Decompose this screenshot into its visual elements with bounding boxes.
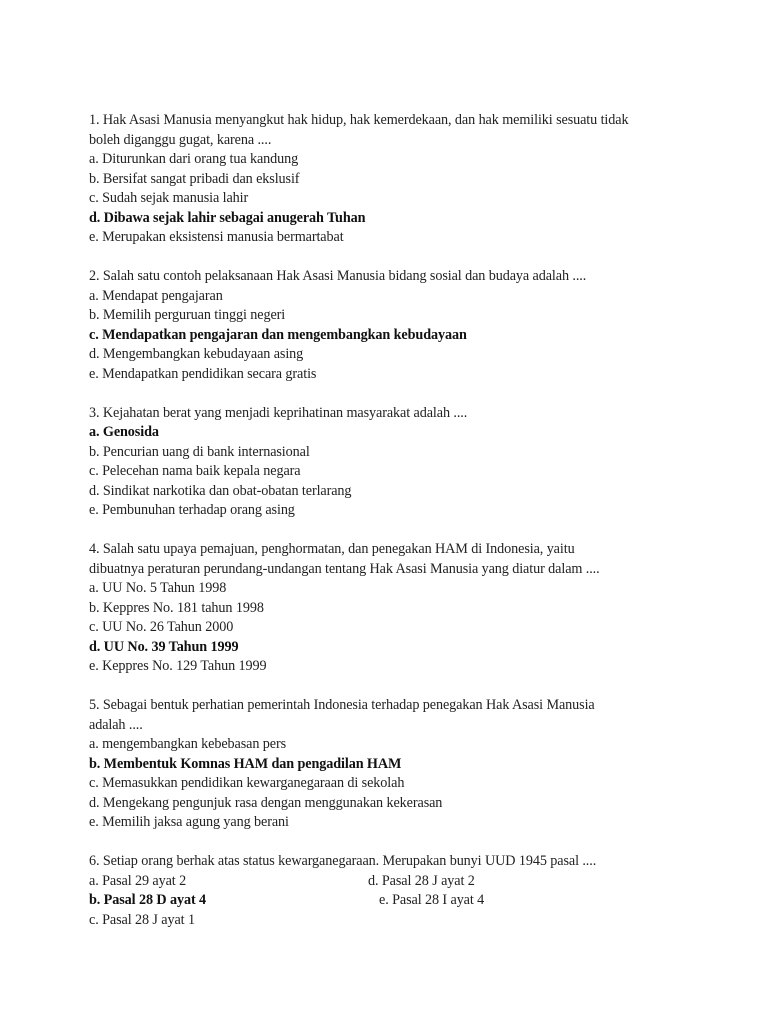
answer-option: c. Memasukkan pendidikan kewarganegaraan di sekolah [89, 775, 405, 791]
option-6c: c. Pasal 28 J ayat 1 [89, 911, 195, 928]
document-body [89, 111, 689, 950]
answer-option: b. Pencurian uang di bank internasional [89, 443, 310, 460]
answer-option: b. Keppres No. 181 tahun 1998 [89, 599, 264, 616]
answer-option: b. Bersifat sangat pribadi dan ekslusif [89, 170, 300, 187]
answer-option: e. Mendapatkan pendidikan secara gratis [89, 365, 317, 382]
question-6-row-1 [89, 872, 689, 892]
question-2 [89, 267, 689, 384]
question-6 [89, 852, 689, 930]
question-6-row-2 [89, 891, 689, 911]
option-6d: d. Pasal 28 J ayat 2 [368, 872, 475, 889]
question-4 [89, 540, 689, 677]
question-stem-line: dibuatnya peraturan perundang-undangan tentang Hak Asasi Manusia yang diatur dalam .... [89, 560, 600, 577]
answer-option: a. Mendapat pengajaran [89, 287, 223, 304]
question-stem-line: 2. Salah satu contoh pelaksanaan Hak Asasi Manusia bidang sosial dan budaya adalah .... [89, 268, 587, 284]
answer-option-correct: d. UU No. 39 Tahun 1999 [89, 638, 239, 655]
question-1 [89, 111, 689, 248]
answer-option: d. Sindikat narkotika dan obat-obatan terlarang [89, 482, 352, 499]
answer-option-correct: b. Membentuk Komnas HAM dan pengadilan HAM [89, 755, 402, 772]
answer-option: a. mengembangkan kebebasan pers [89, 736, 287, 752]
question-list [89, 111, 689, 833]
answer-option: b. Memilih perguruan tinggi negeri [89, 307, 286, 323]
answer-option: d. Mengembangkan kebudayaan asing [89, 346, 304, 362]
question-6-stem: 6. Setiap orang berhak atas status kewarganegaraan. Merupakan bunyi UUD 1945 pasal .... [89, 853, 597, 869]
answer-option-correct: d. Dibawa sejak lahir sebagai anugerah Tuhan [89, 209, 366, 226]
answer-option: c. Pelecehan nama baik kepala negara [89, 463, 301, 479]
question-stem-line: 3. Kejahatan berat yang menjadi keprihatinan masyarakat adalah .... [89, 404, 468, 421]
answer-option: e. Merupakan eksistensi manusia bermartabat [89, 229, 344, 245]
option-6b-correct: b. Pasal 28 D ayat 4 [89, 892, 207, 908]
answer-option: a. UU No. 5 Tahun 1998 [89, 580, 227, 596]
option-6e: e. Pasal 28 I ayat 4 [379, 892, 485, 908]
answer-option-correct: a. Genosida [89, 424, 159, 440]
answer-option-correct: c. Mendapatkan pengajaran dan mengembangkan kebudayaan [89, 326, 467, 343]
question-stem-line: 5. Sebagai bentuk perhatian pemerintah Indonesia terhadap penegakan Hak Asasi Manusia [89, 697, 595, 713]
question-stem-line: 4. Salah satu upaya pemajuan, penghormatan, dan penegakan HAM di Indonesia, yaitu [89, 541, 575, 557]
answer-option: e. Keppres No. 129 Tahun 1999 [89, 658, 267, 674]
answer-option: d. Mengekang pengunjuk rasa dengan menggunakan kekerasan [89, 794, 443, 811]
question-6-row-3 [89, 911, 689, 931]
option-6a: a. Pasal 29 ayat 2 [89, 872, 187, 889]
question-stem-line: 1. Hak Asasi Manusia menyangkut hak hidup, hak kemerdekaan, dan hak memiliki sesuatu tidak [89, 112, 629, 128]
answer-option: c. Sudah sejak manusia lahir [89, 190, 249, 206]
question-stem-line: adalah .... [89, 716, 143, 733]
answer-option: e. Memilih jaksa agung yang berani [89, 814, 289, 830]
question-3 [89, 404, 689, 521]
answer-option: a. Diturunkan dari orang tua kandung [89, 151, 299, 167]
question-5 [89, 696, 689, 833]
question-stem-line: boleh diganggu gugat, karena .... [89, 131, 272, 148]
answer-option: c. UU No. 26 Tahun 2000 [89, 619, 234, 635]
answer-option: e. Pembunuhan terhadap orang asing [89, 502, 295, 518]
